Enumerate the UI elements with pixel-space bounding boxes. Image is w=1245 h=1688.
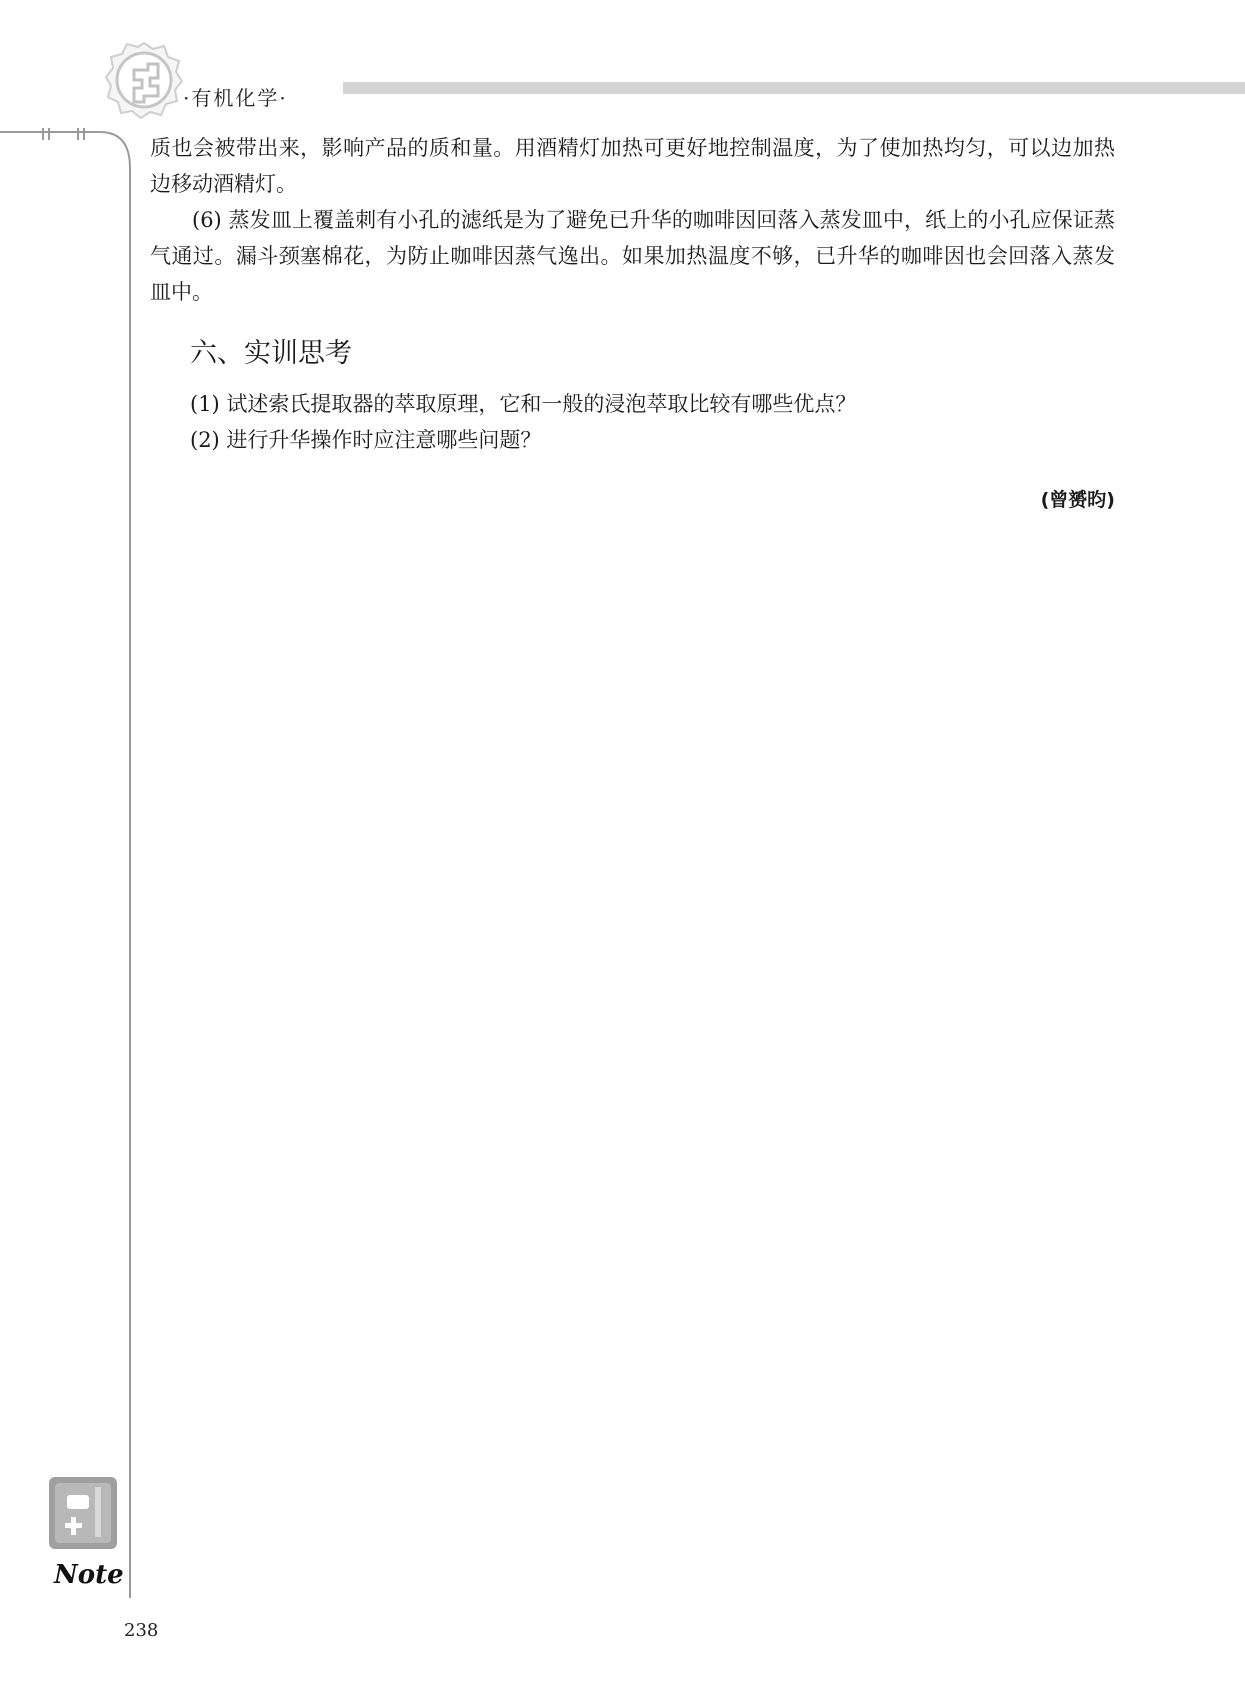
note-label: Note — [54, 1560, 124, 1590]
book-title: ·有机化学· — [183, 86, 288, 110]
body-paragraph: 质也会被带出来，影响产品的质和量。用酒精灯加热可更好地控制温度，为了使加热均匀，可以边加热边移动酒精灯。 — [150, 136, 1115, 196]
section-heading: 六、实训思考 — [190, 338, 352, 369]
page-number: 238 — [124, 1620, 159, 1641]
note-icon — [47, 1475, 119, 1551]
book-logo-icon — [104, 40, 184, 120]
body-paragraph-6: (6) 蒸发皿上覆盖刺有小孔的滤纸是为了避免已升华的咖啡因回落入蒸发皿中，纸上的小孔应保证蒸气通过。漏斗颈塞棉花，为防止咖啡因蒸气逸出。如果加热温度不够，已升华的咖啡因也会回落入蒸发皿中。 — [150, 208, 1115, 304]
page-content — [150, 130, 1115, 518]
question-2: (2) 进行升华操作时应注意哪些问题？ — [190, 428, 542, 452]
header-bar — [343, 82, 1245, 94]
question-1: (1) 试述索氏提取器的萃取原理，它和一般的浸泡萃取比较有哪些优点？ — [190, 392, 857, 416]
margin-divider — [0, 128, 160, 1608]
author-name: (曾赟昀) — [1040, 489, 1115, 511]
